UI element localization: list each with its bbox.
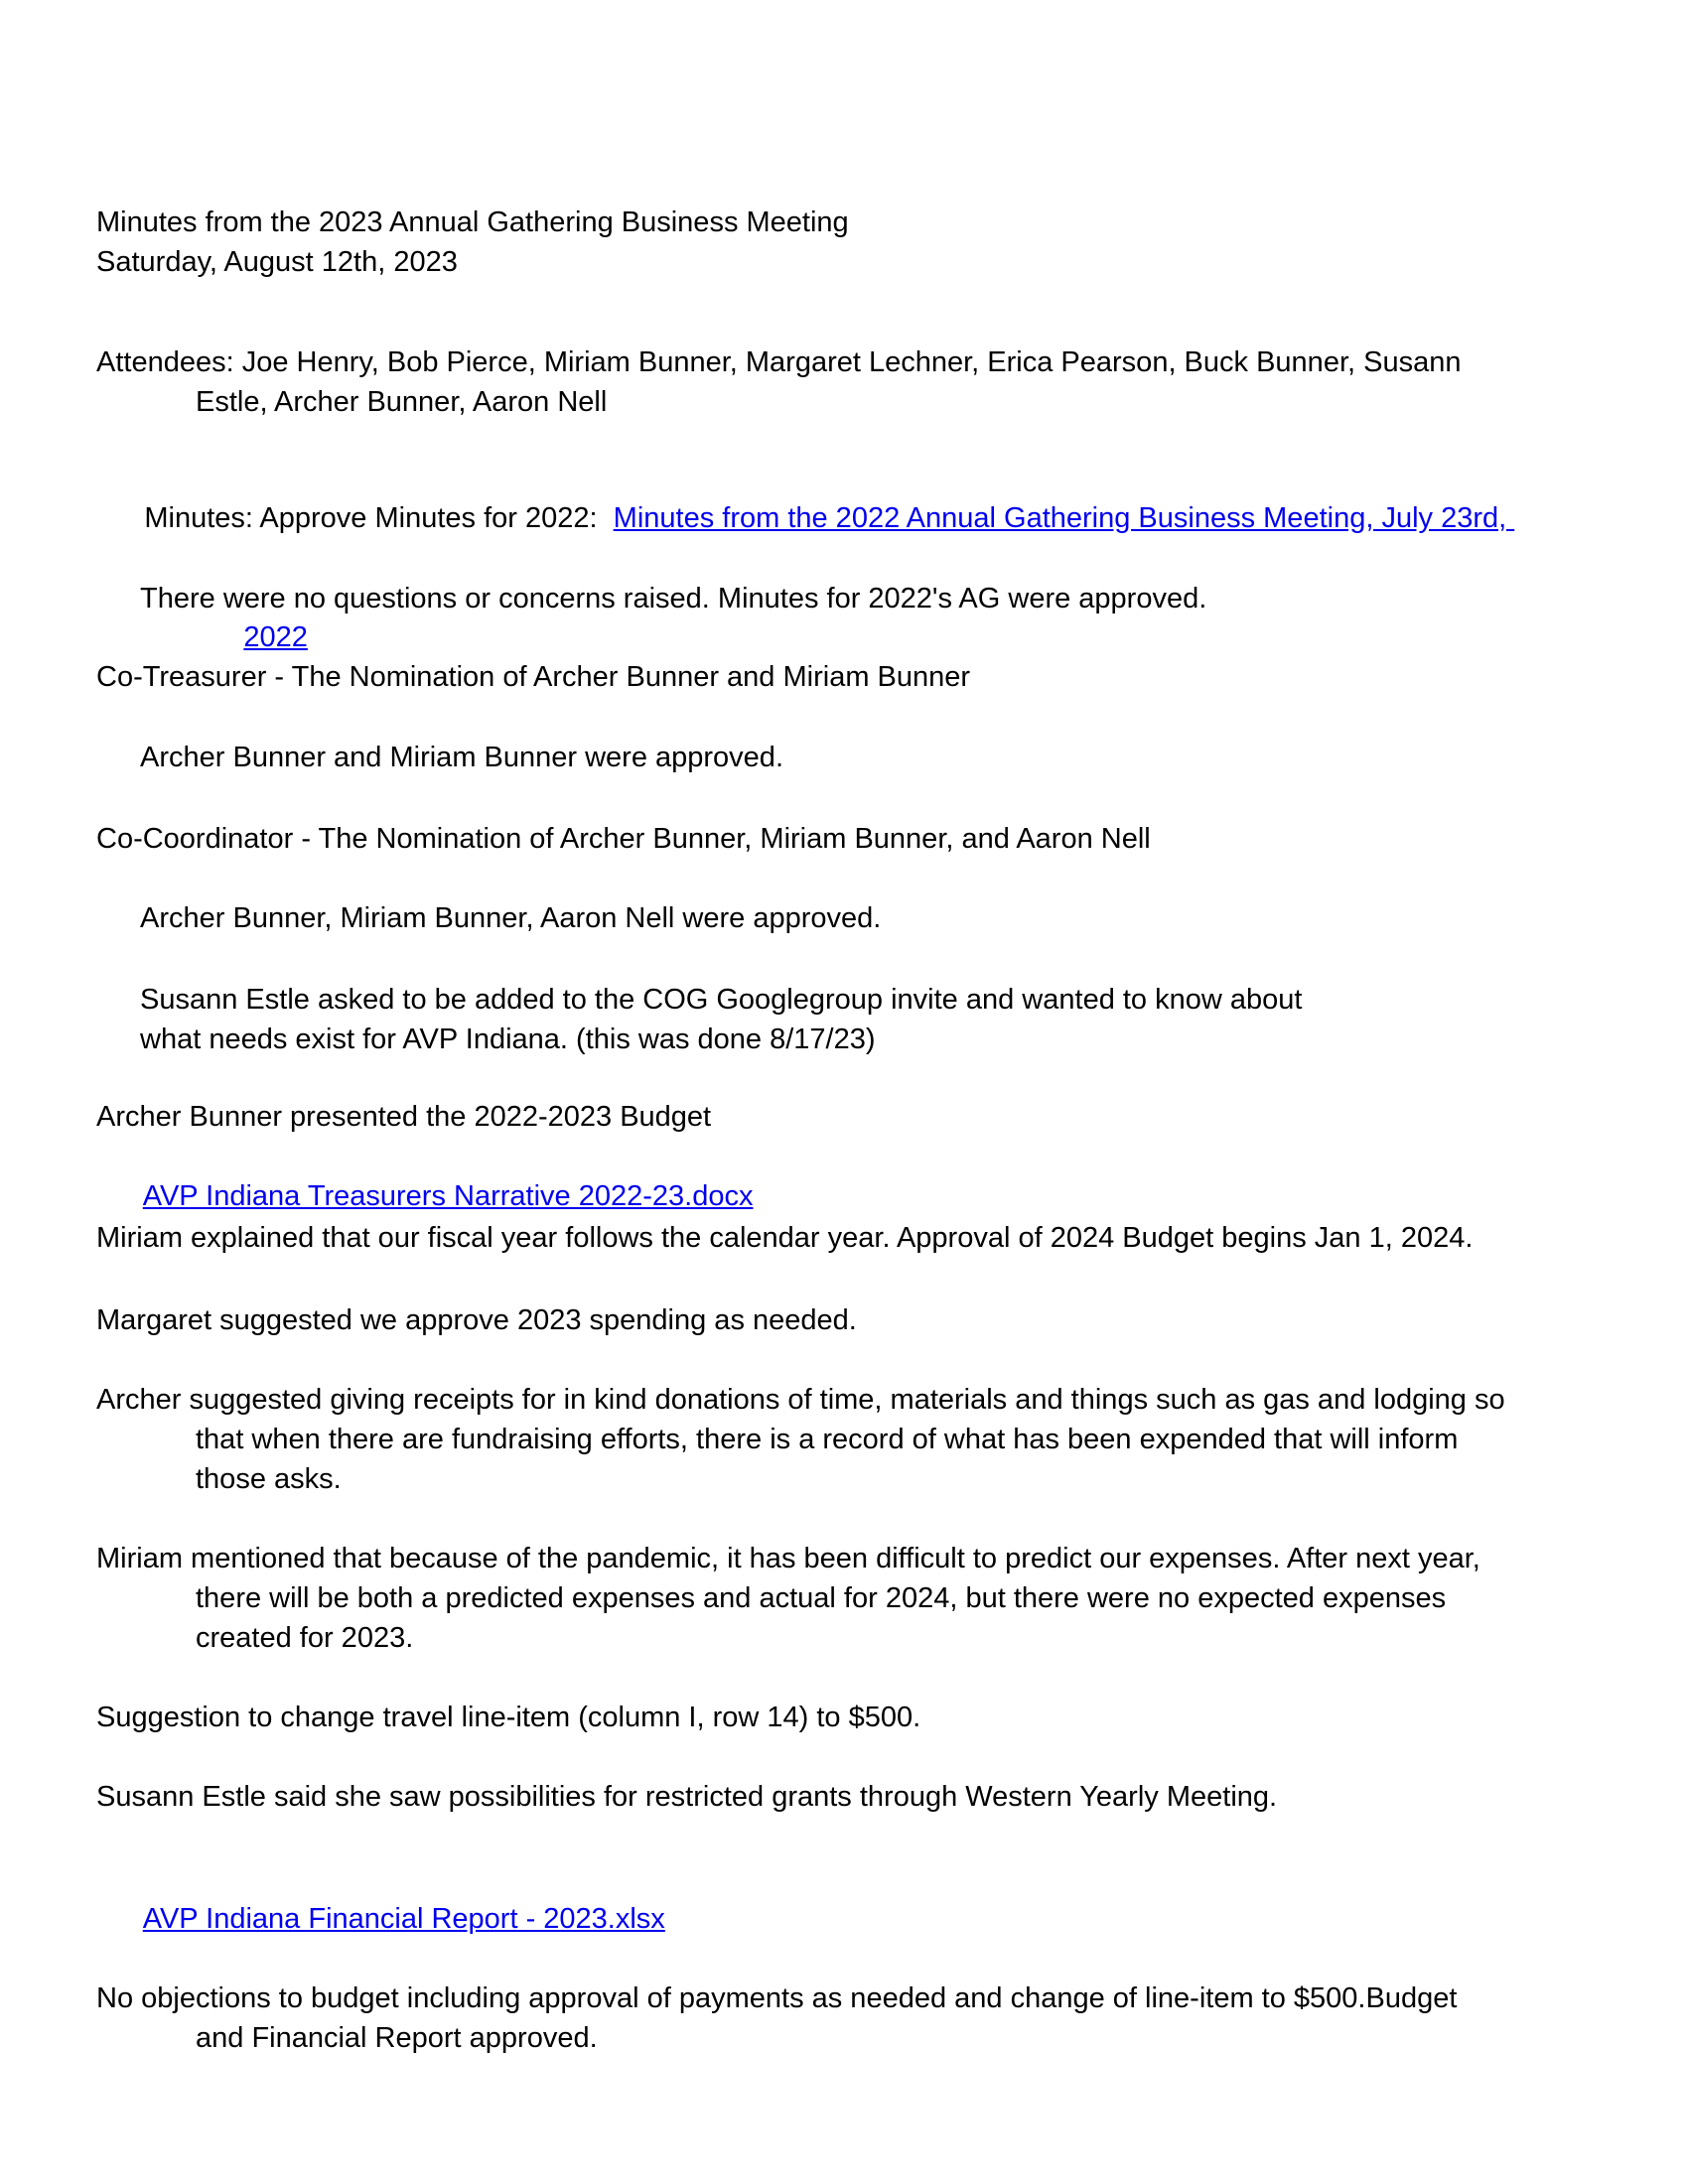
- miriam-pandemic-line-1: Miriam mentioned that because of the pandemic, it has been difficult to predict our expenses. After next year,: [96, 1543, 1480, 1574]
- miriam-pandemic-line-2: there will be both a predicted expenses and actual for 2024, but there were no expected expenses: [196, 1582, 1447, 1614]
- susann-googlegroup-note: [96, 980, 1302, 1059]
- co-treasurer-result: Archer Bunner and Miriam Bunner were approved.: [140, 742, 783, 773]
- attendees-paragraph: [96, 342, 1461, 422]
- minutes-approval-label: Minutes: Approve Minutes for 2022:: [144, 502, 614, 534]
- page-title: [96, 203, 849, 282]
- link-2022-minutes[interactable]: Minutes from the 2022 Annual Gathering Business Meeting, July 23rd,: [613, 502, 1515, 534]
- title-date-line: Saturday, August 12th, 2023: [96, 246, 458, 278]
- archer-receipts-line-1: Archer suggested giving receipts for in kind donations of time, materials and things such as gas and lodging so: [96, 1384, 1505, 1416]
- archer-receipts-line-3: those asks.: [196, 1463, 342, 1495]
- margaret-spending-note: Margaret suggested we approve 2023 spending as needed.: [96, 1304, 857, 1336]
- travel-line-item-suggestion: Suggestion to change travel line-item (column I, row 14) to $500.: [96, 1702, 921, 1733]
- budget-presented-line: Archer Bunner presented the 2022-2023 Budget: [96, 1101, 712, 1133]
- susann-note-line-1: Susann Estle asked to be added to the COG Googlegroup invite and wanted to know about: [140, 984, 1303, 1016]
- archer-receipts-line-2: that when there are fundraising efforts, there is a record of what has been expended that will inform: [196, 1424, 1459, 1455]
- co-treasurer-heading: Co-Treasurer - The Nomination of Archer Bunner and Miriam Bunner: [96, 661, 971, 693]
- archer-receipts-note: [96, 1380, 1505, 1499]
- title-line: Minutes from the 2023 Annual Gathering Business Meeting: [96, 206, 849, 238]
- attendees-line-1: Attendees: Joe Henry, Bob Pierce, Miriam Bunner, Margaret Lechner, Erica Pearson, Buck Bunner, Susann: [96, 346, 1462, 378]
- link-2022-minutes-continuation[interactable]: 2022: [243, 621, 308, 653]
- co-coordinator-heading: Co-Coordinator - The Nomination of Archer Bunner, Miriam Bunner, and Aaron Nell: [96, 823, 1151, 855]
- co-coordinator-result: Archer Bunner, Miriam Bunner, Aaron Nell were approved.: [140, 902, 882, 934]
- budget-approved-line-2: and Financial Report approved.: [196, 2022, 598, 2054]
- miriam-fiscal-year-note: Miriam explained that our fiscal year follows the calendar year. Approval of 2024 Budget begins Jan 1, 2024.: [96, 1222, 1474, 1254]
- attendees-line-2: Estle, Archer Bunner, Aaron Nell: [196, 386, 608, 418]
- minutes-approved-note: There were no questions or concerns raised. Minutes for 2022's AG were approved.: [140, 583, 1207, 614]
- susann-grants-note: Susann Estle said she saw possibilities for restricted grants through Western Yearly Meeting.: [96, 1781, 1278, 1813]
- financial-report-paragraph: [96, 1859, 1457, 2058]
- miriam-pandemic-line-3: created for 2023.: [196, 1622, 414, 1654]
- link-financial-report[interactable]: AVP Indiana Financial Report - 2023.xlsx: [142, 1903, 665, 1935]
- miriam-pandemic-note: [96, 1539, 1480, 1658]
- link-treasurers-narrative[interactable]: AVP Indiana Treasurers Narrative 2022-23.docx: [142, 1180, 754, 1212]
- budget-approved-line-1: No objections to budget including approval of payments as needed and change of line-item to $500.Budget: [96, 1982, 1458, 2014]
- susann-note-line-2: what needs exist for AVP Indiana. (this was done 8/17/23): [140, 1024, 876, 1055]
